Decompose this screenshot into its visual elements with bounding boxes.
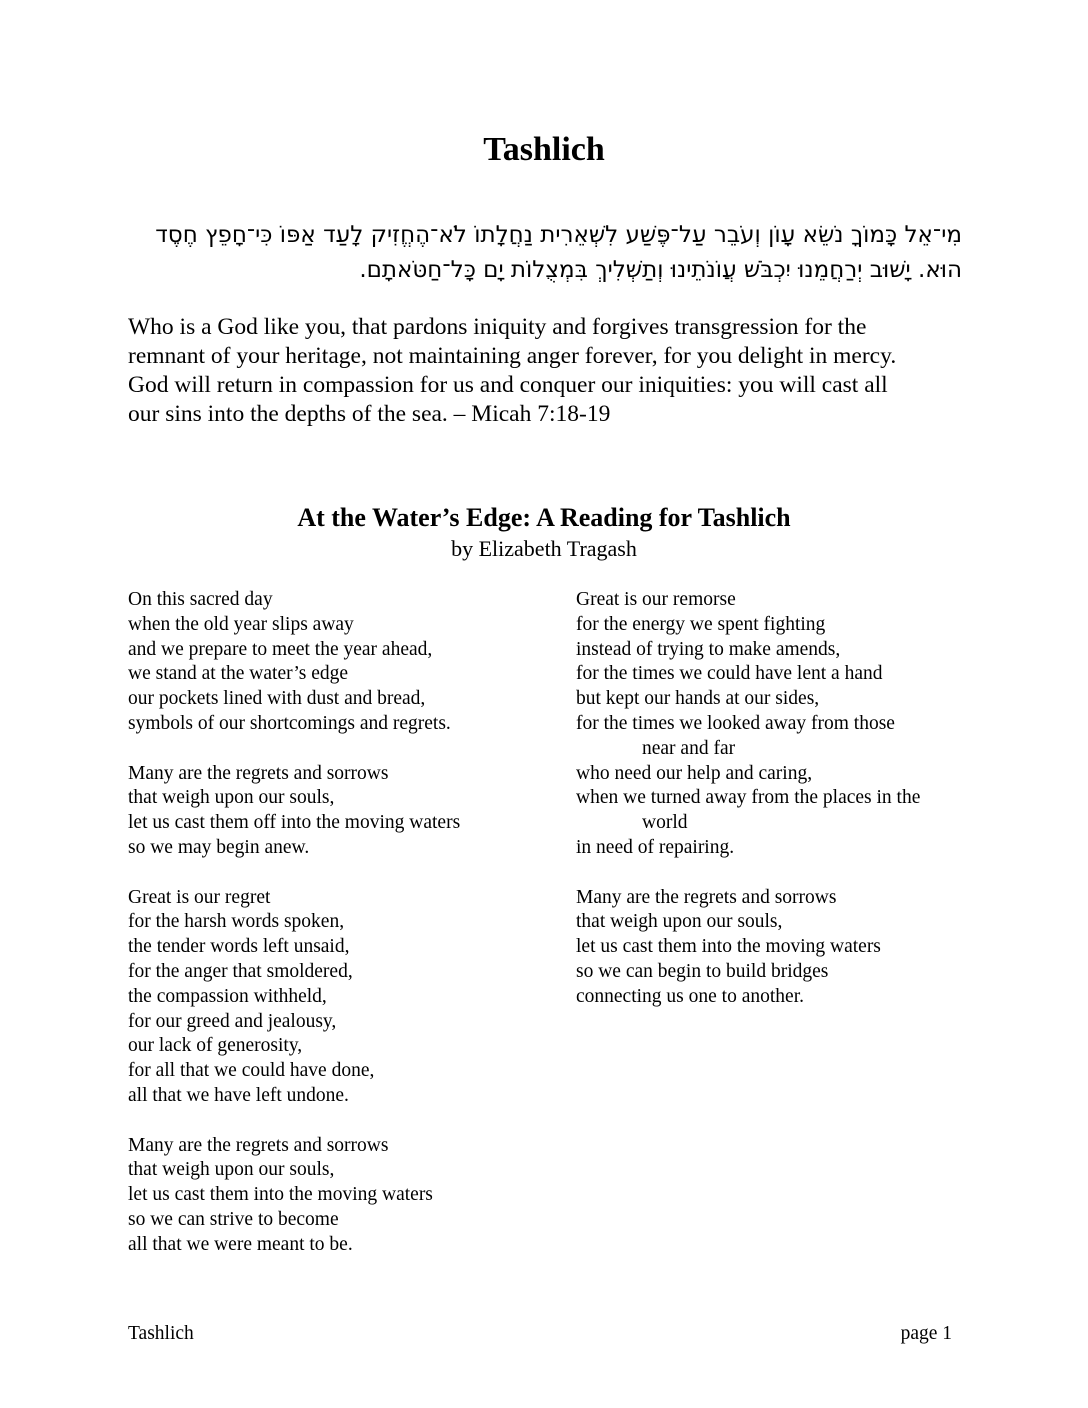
poem-stanza xyxy=(576,588,966,861)
poem-line: for the anger that smoldered, xyxy=(128,960,353,982)
poem-line: that weigh upon our souls, xyxy=(576,911,783,933)
poem-line: that weigh upon our souls, xyxy=(128,787,335,809)
poem-stanza xyxy=(128,886,548,1109)
author-byline: by Elizabeth Tragash xyxy=(451,536,637,561)
poem-line: for the energy we spent fighting xyxy=(576,613,826,635)
reading-title: At the Water’s Edge: A Reading for Tashlich xyxy=(297,503,791,532)
poem-line: Great is our remorse xyxy=(576,589,736,610)
page-number: page 1 xyxy=(900,1323,952,1344)
poem-line: so we may begin anew. xyxy=(128,836,310,858)
poem-line-continuation: near and far xyxy=(642,737,736,759)
poem-right-column xyxy=(576,588,966,1034)
poem-line: so we can begin to build bridges xyxy=(576,960,829,982)
hebrew-verse xyxy=(128,218,962,288)
poem-line: instead of trying to make amends, xyxy=(576,638,841,660)
translation-line: God will return in compassion for us and conquer our iniquities: you will cast all xyxy=(128,372,888,398)
poem-line: connecting us one to another. xyxy=(576,985,804,1007)
poem-line: let us cast them into the moving waters xyxy=(128,1184,433,1206)
translation-line: our sins into the depths of the sea. – Micah 7:18-19 xyxy=(128,401,611,427)
poem-line: symbols of our shortcomings and regrets. xyxy=(128,712,451,734)
poem-left-column xyxy=(128,588,548,1282)
poem-line: let us cast them into the moving waters xyxy=(576,936,881,958)
poem-stanza xyxy=(128,762,548,861)
footer-title: Tashlich xyxy=(128,1323,194,1344)
poem-line: for the harsh words spoken, xyxy=(128,911,345,933)
translation-line: remnant of your heritage, not maintaining anger forever, for you delight in mercy. xyxy=(128,343,897,369)
poem-line: our lack of generosity, xyxy=(128,1035,303,1057)
poem-line: Great is our regret xyxy=(128,886,271,908)
poem-line: the tender words left unsaid, xyxy=(128,936,350,958)
poem-line: when we turned away from the places in the xyxy=(576,787,921,809)
poem-line: so we can strive to become xyxy=(128,1208,339,1230)
poem-line: let us cast them off into the moving waters xyxy=(128,812,461,834)
poem-line: all that we were meant to be. xyxy=(128,1233,353,1255)
poem-line: in need of repairing. xyxy=(576,836,735,858)
poem-line: our pockets lined with dust and bread, xyxy=(128,688,426,710)
poem-line: for the times we could have lent a hand xyxy=(576,663,883,685)
poem-line: and we prepare to meet the year ahead, xyxy=(128,638,433,660)
poem-line: the compassion withheld, xyxy=(128,985,327,1007)
poem-line: Many are the regrets and sorrows xyxy=(576,886,837,908)
english-translation xyxy=(128,313,968,429)
hebrew-line: הוּא. יָשׁוּב יְרַחֲמֵנוּ יִכְבֹּשׁ עֲוֺנֹתֵינוּ וְתַשְׁלִיךְ בִּמְצֻלוֹת יָם כָּל־חַטֹּאתָם. xyxy=(359,257,962,283)
poem-line: Many are the regrets and sorrows xyxy=(128,1134,389,1156)
poem-line: who need our help and caring, xyxy=(576,762,813,784)
poem-line: for the times we looked away from those xyxy=(576,712,895,734)
poem-line: but kept our hands at our sides, xyxy=(576,688,820,710)
poem-line: we stand at the water’s edge xyxy=(128,663,349,685)
poem-line-continuation: world xyxy=(642,812,688,834)
hebrew-line: מִי־אֵל כָּמוֹךָ נֹשֵׂא עָוֺן וְעֹבֵר עַל־פֶּשַׁע לִשְׁאֵרִית נַחֲלָתוֹ לֹא־הֶחֱזִיק לָעַד אַפּוֹ כִּי־חָפֵץ חֶסֶד xyxy=(155,222,962,248)
poem-line: On this sacred day xyxy=(128,589,273,610)
poem-stanza xyxy=(576,886,966,1010)
poem-line: that weigh upon our souls, xyxy=(128,1159,335,1181)
poem-line: for all that we could have done, xyxy=(128,1060,375,1082)
poem-stanza xyxy=(128,588,548,737)
poem-line: when the old year slips away xyxy=(128,613,354,635)
poem-stanza xyxy=(128,1134,548,1258)
page-title: Tashlich xyxy=(483,131,605,168)
poem-line: all that we have left undone. xyxy=(128,1084,349,1106)
poem-line: Many are the regrets and sorrows xyxy=(128,762,389,784)
poem-line: for our greed and jealousy, xyxy=(128,1010,337,1032)
translation-line: Who is a God like you, that pardons iniquity and forgives transgression for the xyxy=(128,314,867,340)
